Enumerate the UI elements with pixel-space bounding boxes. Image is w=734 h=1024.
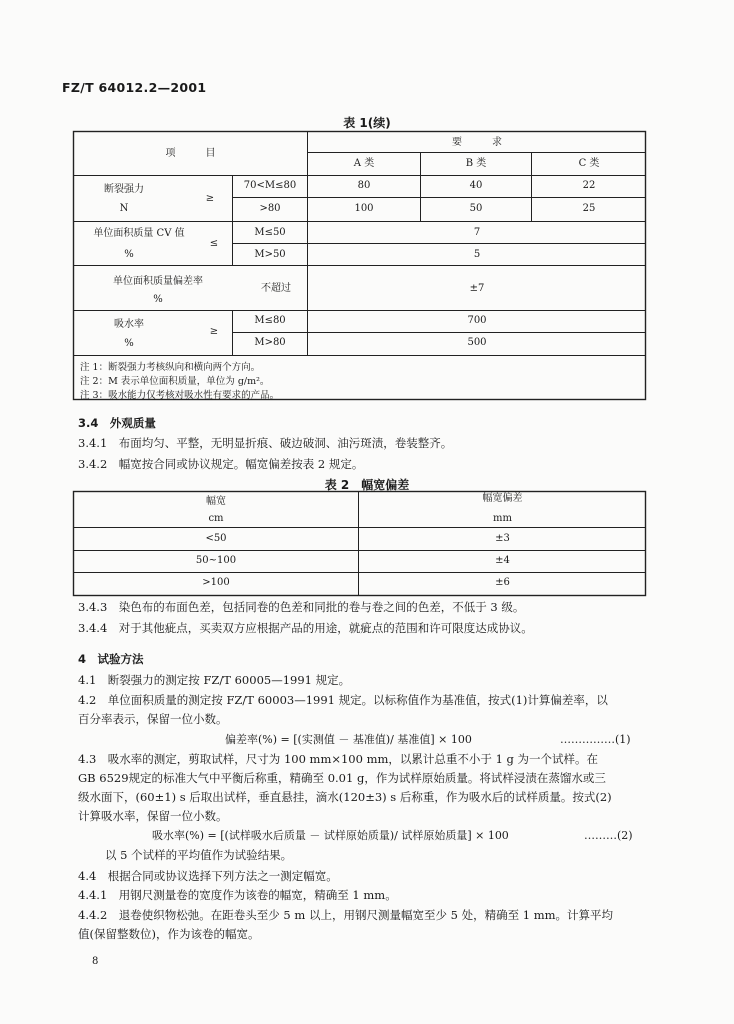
- strength-unit: N: [119, 203, 129, 214]
- cv-cond-1: M≤50: [254, 227, 286, 238]
- deviation-label: 单位面积质量偏差率: [113, 276, 203, 287]
- table2-header-deviation-unit: mm: [493, 513, 512, 524]
- section-4-3-line-2: GB 6529规定的标准大气中平衡后称重，精确至 0.01 g，作为试样原始质量。将试样浸渍在蒸馏水或三: [78, 771, 606, 785]
- section-4-1: 4.1 断裂强力的测定按 FZ/T 60005—1991 规定。: [78, 673, 351, 687]
- table2-header-width-unit: cm: [208, 513, 224, 524]
- equation-2-number: ………(2): [584, 829, 633, 842]
- strength-c-1: 22: [582, 180, 596, 191]
- absorption-label: 吸水率: [114, 319, 144, 330]
- table1-note-3: 注 3：吸水能力仅考核对吸水性有要求的产品。: [80, 390, 280, 401]
- standard-code: FZ/T 64012.2—2001: [62, 80, 207, 95]
- cv-symbol: ≤: [209, 238, 219, 249]
- section-4-2-line-1: 4.2 单位面积质量的测定按 FZ/T 60003—1991 规定。以标称值作为基准值，按式(1)计算偏差率，以: [78, 693, 608, 707]
- deviation-unit: %: [153, 294, 163, 305]
- absorption-value-2: 500: [467, 337, 487, 348]
- strength-a-1: 80: [357, 180, 371, 191]
- table2-row-2-width: 50~100: [195, 555, 237, 566]
- table1-note-1: 注 1：断裂强力考核纵向和横向两个方向。: [80, 362, 261, 373]
- strength-cond-2: >80: [259, 203, 281, 214]
- table1-header-class-a: A 类: [353, 158, 375, 169]
- section-4-2-line-2: 百分率表示，保留一位小数。: [78, 712, 228, 726]
- table1-header-class-b: B 类: [465, 158, 487, 169]
- table1-header-requirements: 要 求: [452, 137, 502, 148]
- strength-symbol: ≥: [205, 193, 215, 204]
- deviation-condition: 不超过: [261, 283, 291, 294]
- table1-header-class-c: C 类: [578, 158, 600, 169]
- table2-row-2-deviation: ±4: [495, 555, 510, 566]
- section-3-4-title: 3.4 外观质量: [78, 416, 156, 430]
- table2-row-3-width: >100: [202, 577, 230, 588]
- equation-1: 偏差率(%) = [(实测值 － 基准值)/ 基准值] × 100: [225, 733, 472, 746]
- table1-header-item: 项 目: [165, 148, 216, 159]
- cv-value-2: 5: [473, 249, 481, 260]
- absorption-cond-1: M≤80: [254, 315, 286, 326]
- table2-header-width: 幅宽: [206, 496, 226, 507]
- section-4-title: 4 试验方法: [78, 652, 144, 666]
- table2-caption: 表 2 幅宽偏差: [324, 478, 410, 492]
- absorption-unit: %: [124, 338, 134, 349]
- strength-c-2: 25: [582, 203, 596, 214]
- section-4-4-2-line-2: 值(保留整数位)，作为该卷的幅宽。: [78, 927, 260, 941]
- section-3-4-3: 3.4.3 染色布的布面色差，包括同卷的色差和同批的卷与卷之间的色差，不低于 3 级。: [78, 600, 525, 614]
- section-4-3-result: 以 5 个试样的平均值作为试验结果。: [105, 848, 293, 862]
- strength-cond-1: 70<M≤80: [243, 180, 297, 191]
- table2-header-deviation: 幅宽偏差: [482, 493, 523, 504]
- section-4-3-line-4: 计算吸水率，保留一位小数。: [78, 809, 228, 823]
- strength-b-2: 50: [469, 203, 483, 214]
- cv-label: 单位面积质量 CV 值: [93, 228, 185, 239]
- absorption-value-1: 700: [467, 315, 487, 326]
- table2-row-1-width: <50: [205, 533, 227, 544]
- absorption-cond-2: M>80: [254, 337, 286, 348]
- table2-row-3-deviation: ±6: [495, 577, 510, 588]
- section-4-4-1: 4.4.1 用钢尺测量卷的宽度作为该卷的幅宽，精确至 1 mm。: [78, 888, 397, 902]
- section-4-4-2-line-1: 4.4.2 退卷使织物松弛。在距卷头至少 5 m 以上，用钢尺测量幅宽至少 5 处，精确至 1 mm。计算平均: [78, 908, 614, 922]
- table1-note-2: 注 2：M 表示单位面积质量，单位为 g/m²。: [80, 376, 270, 387]
- strength-label: 断裂强力: [104, 184, 144, 195]
- cv-value-1: 7: [473, 227, 481, 238]
- section-4-4: 4.4 根据合同或协议选择下列方法之一测定幅宽。: [78, 869, 338, 883]
- strength-a-2: 100: [354, 203, 374, 214]
- strength-b-1: 40: [469, 180, 483, 191]
- page-number: 8: [92, 956, 99, 967]
- section-3-4-4: 3.4.4 对于其他疵点，买卖双方应根据产品的用途，就疵点的范围和许可限度达成协议。: [78, 621, 533, 635]
- table2-row-1-deviation: ±3: [495, 533, 510, 544]
- section-3-4-1: 3.4.1 布面均匀、平整，无明显折痕、破边破洞、油污斑渍，卷装整齐。: [78, 436, 453, 450]
- deviation-value: ±7: [469, 283, 485, 294]
- cv-cond-2: M>50: [254, 249, 286, 260]
- section-4-3-line-1: 4.3 吸水率的测定，剪取试样，尺寸为 100 mm×100 mm，以累计总重不小于 1 g 为一个试样。在: [78, 752, 599, 766]
- table1-caption: 表 1(续): [343, 116, 391, 130]
- equation-2: 吸水率(%) = [(试样吸水后质量 － 试样原始质量)/ 试样原始质量] × 100: [152, 829, 509, 842]
- section-4-3-line-3: 级水面下，(60±1) s 后取出试样，垂直悬挂，滴水(120±3) s 后称重，作为吸水后的试样质量。按式(2): [78, 790, 612, 804]
- cv-unit: %: [124, 249, 134, 260]
- absorption-symbol: ≥: [209, 326, 219, 337]
- section-3-4-2: 3.4.2 幅宽按合同或协议规定。幅宽偏差按表 2 规定。: [78, 457, 364, 471]
- equation-1-number: ……………(1): [560, 733, 631, 746]
